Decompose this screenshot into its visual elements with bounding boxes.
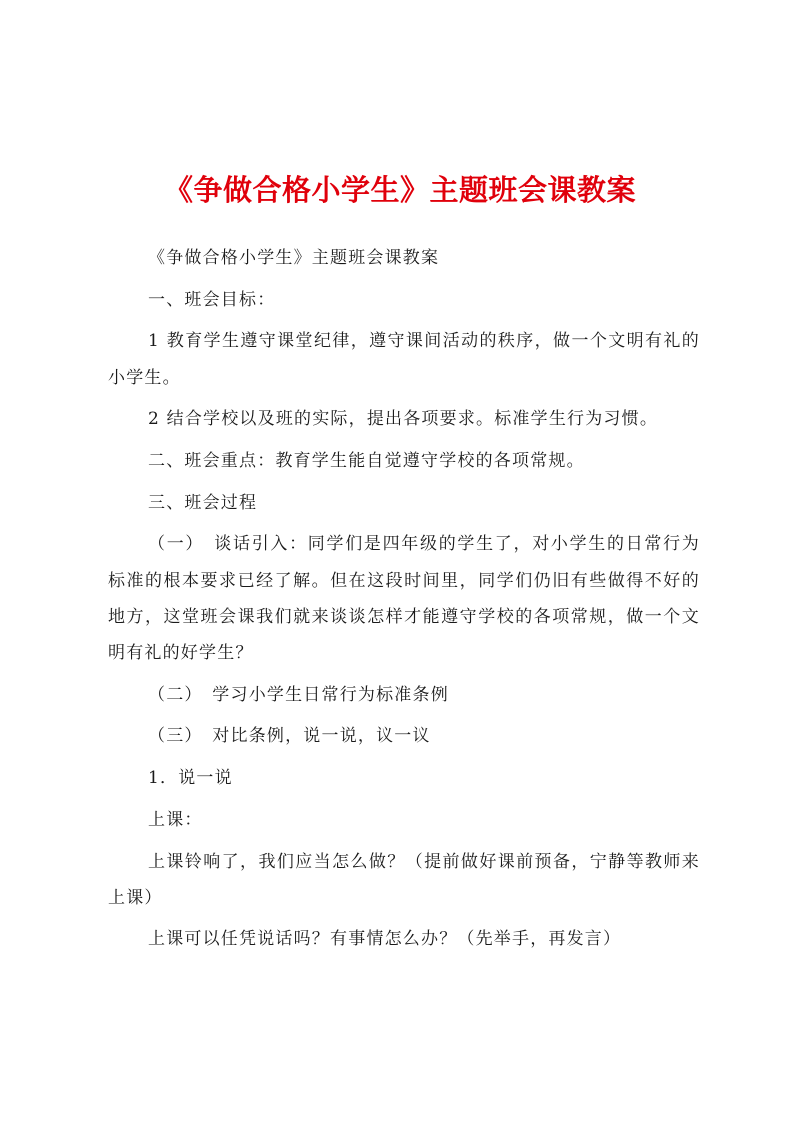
paragraph-question-1: 上课铃响了，我们应当怎么做？（提前做好课前预备，宁静等教师来上课） <box>108 851 700 908</box>
document-title: 《争做合格小学生》主题班会课教案 <box>163 173 636 207</box>
paragraph-section-process: 三、班会过程 <box>148 492 258 513</box>
paragraph-goal-2: 2 结合学校以及班的实际，提出各项要求。标准学生行为习惯。 <box>148 409 659 430</box>
paragraph-step-3: （三） 对比条例，说一说，议一议 <box>148 726 431 747</box>
paragraph-section-focus: 二、班会重点：教育学生能自觉遵守学校的各项常规。 <box>148 451 585 472</box>
paragraph-goal-1: 1 教育学生遵守课堂纪律，遵守课间活动的秩序，做一个文明有礼的小学生。 <box>108 331 700 388</box>
document-body <box>108 240 700 963</box>
paragraph-section-goals: 一、班会目标： <box>148 289 276 310</box>
paragraph-step-1: （一） 谈话引入：同学们是四年级的学生了，对小学生的日常行为标准的根本要求已经了解。但在这段时间里，同学们仍旧有些做得不好的地方，这堂班会课我们就来谈谈怎样才能遵守学校的各项常规，做一个文明有礼的好学生？ <box>108 534 700 664</box>
paragraph-question-2: 上课可以任凭说话吗？有事情怎么办？（先举手，再发言） <box>148 929 622 950</box>
paragraph-step-2: （二） 学习小学生日常行为标准条例 <box>148 684 449 705</box>
paragraph-subtitle: 《争做合格小学生》主题班会课教案 <box>148 248 440 268</box>
paragraph-item-1: 1．说一说 <box>148 768 233 789</box>
paragraph-class-heading: 上课： <box>148 809 203 830</box>
